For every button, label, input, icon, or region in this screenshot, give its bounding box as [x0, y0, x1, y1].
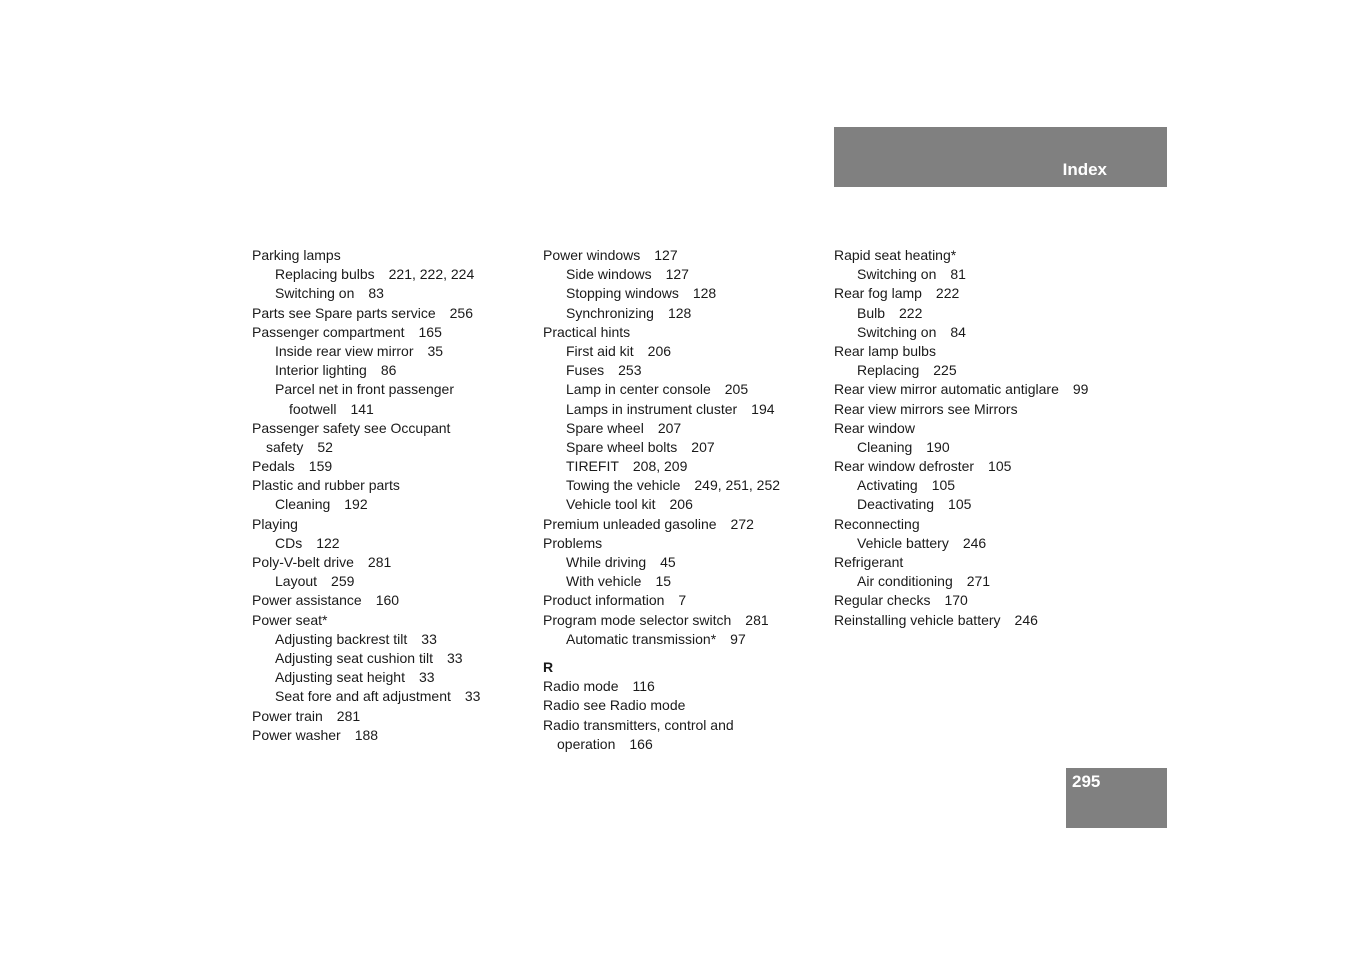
index-subentry: Switching on 83	[275, 285, 384, 302]
index-subentry: Cleaning 192	[275, 496, 368, 513]
index-subentry: Inside rear view mirror 35	[275, 342, 444, 359]
index-entry: Reinstalling vehicle battery 246	[834, 611, 1038, 628]
index-entry: Problems	[543, 534, 603, 551]
index-subentry: Replacing bulbs 221, 222, 224	[275, 266, 475, 283]
index-subentry: Switching on 84	[857, 323, 966, 340]
index-subentry: Parcel net in front passenger	[275, 381, 454, 398]
index-subentry: Replacing 225	[857, 362, 957, 379]
index-column-2	[543, 246, 813, 754]
index-entry: Power seat*	[252, 611, 328, 628]
index-entry: Power windows 127	[543, 247, 678, 263]
header-bar	[834, 127, 1167, 187]
index-subentry: Synchronizing 128	[566, 304, 692, 321]
index-subentry: CDs 122	[275, 534, 340, 551]
index-entry: Rear window defroster 105	[834, 458, 1012, 475]
index-entry: Practical hints	[543, 323, 631, 340]
index-subentry: Towing the vehicle 249, 251, 252	[566, 477, 781, 494]
index-subentry: Spare wheel 207	[566, 419, 682, 436]
index-subentry: Air conditioning 271	[857, 573, 991, 590]
index-subentry: Adjusting seat cushion tilt 33	[275, 649, 463, 666]
index-entry: Rear lamp bulbs	[834, 342, 936, 359]
index-entry: Rear view mirrors see Mirrors	[834, 400, 1018, 417]
index-entry: Parking lamps	[252, 247, 341, 263]
index-subentry: Spare wheel bolts 207	[566, 438, 715, 455]
index-entry: Radio transmitters, control and	[543, 716, 734, 733]
index-subentry: Adjusting seat height 33	[275, 669, 435, 686]
index-subentry: Cleaning 190	[857, 438, 950, 455]
index-entry: Product information 7	[543, 592, 687, 609]
index-subentry: TIREFIT 208, 209	[566, 458, 688, 475]
index-subentry: Automatic transmission* 97	[566, 630, 746, 647]
index-subentry: Stopping windows 128	[566, 285, 717, 302]
index-entry: Power assistance 160	[252, 592, 400, 609]
index-subentry: Side windows 127	[566, 266, 689, 283]
index-subentry: Bulb 222	[857, 304, 923, 321]
index-entry: Regular checks 170	[834, 592, 968, 609]
index-entry: Rear window	[834, 419, 915, 436]
index-entry: Pedals 159	[252, 458, 333, 475]
index-subentry: Seat fore and aft adjustment 33	[275, 688, 481, 705]
index-entry: Rapid seat heating*	[834, 247, 957, 263]
index-entry: Playing	[252, 515, 298, 532]
index-entry: Power washer 188	[252, 726, 379, 743]
index-subentry: Activating 105	[857, 477, 956, 494]
index-entry: Radio see Radio mode	[543, 697, 686, 714]
index-subentry: Layout 259	[275, 573, 355, 590]
index-entry: Parts see Spare parts service 256	[252, 304, 473, 321]
index-subentry: Switching on 81	[857, 266, 966, 283]
index-entry: Rear view mirror automatic antiglare 99	[834, 381, 1089, 398]
index-entry: Power train 281	[252, 707, 361, 724]
index-entry: Passenger safety see Occupant	[252, 419, 451, 436]
index-subentry: Vehicle battery 246	[857, 534, 987, 551]
index-subentry: Vehicle tool kit 206	[566, 496, 693, 513]
index-entry-continuation: safety 52	[266, 438, 333, 455]
page-title: Index	[1062, 160, 1107, 179]
index-subentry: Lamp in center console 205	[566, 381, 749, 398]
index-entry: Refrigerant	[834, 554, 904, 570]
index-subentry: Interior lighting 86	[275, 362, 397, 379]
index-entry-continuation: operation 166	[557, 735, 653, 752]
index-column-1	[252, 246, 522, 745]
index-subentry: With vehicle 15	[566, 573, 672, 590]
index-entry: Premium unleaded gasoline 272	[543, 515, 754, 532]
index-subentry: Deactivating 105	[857, 496, 972, 513]
page-number-box	[1066, 768, 1167, 828]
index-entry: Poly-V-belt drive 281	[252, 554, 392, 570]
index-subentry: Adjusting backrest tilt 33	[275, 630, 437, 647]
index-subentry: First aid kit 206	[566, 342, 672, 359]
index-subentry: While driving 45	[566, 554, 676, 570]
index-entry: Rear fog lamp 222	[834, 285, 960, 302]
index-entry: Radio mode 116	[543, 678, 655, 695]
page-number: 295	[1072, 772, 1101, 791]
index-entry-continuation: footwell 141	[289, 400, 374, 417]
index-column-3	[834, 246, 1134, 630]
index-entry: Reconnecting	[834, 515, 920, 532]
index-subentry: Fuses 253	[566, 362, 642, 379]
index-entry: Plastic and rubber parts	[252, 477, 400, 494]
index-subentry: Lamps in instrument cluster 194	[566, 400, 775, 417]
index-entry: Passenger compartment 165	[252, 323, 442, 340]
section-letter: R	[543, 658, 554, 675]
index-entry: Program mode selector switch 281	[543, 611, 769, 628]
